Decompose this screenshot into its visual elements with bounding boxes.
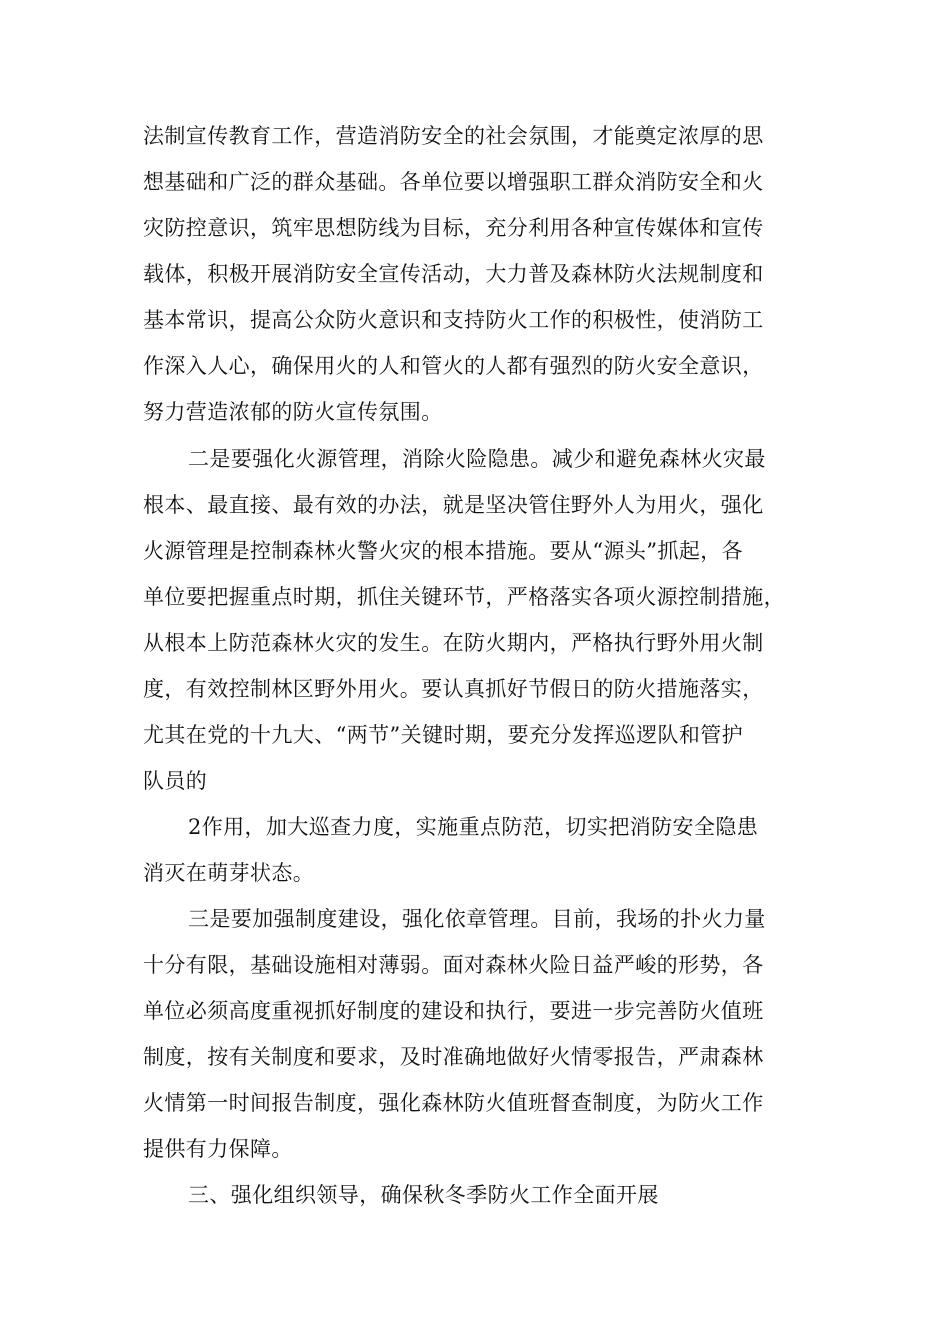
text-line: 努力营造浓郁的防火宣传氛围。	[143, 400, 443, 424]
text-line: 灾防控意识，筑牢思想防线为目标，充分利用各种宣传媒体和宣传	[143, 216, 764, 240]
text-line: 队员的	[143, 769, 208, 793]
text-line: 火源管理是控制森林火警火灾的根本措施。要从“源头”抓起，各	[143, 539, 744, 563]
text-line: 根本、最直接、最有效的办法，就是坚决管住野外人为用火，强化	[143, 493, 764, 517]
paragraph-start-line: 二是要强化火源管理，消除火险隐患。减少和避免森林火灾最	[188, 447, 766, 471]
text-line: 火情第一时间报告制度，强化森林防火值班督查制度，为防火工作	[143, 1091, 764, 1115]
text-line: 想基础和广泛的群众基础。各单位要以增强职工群众消防安全和火	[143, 170, 764, 194]
text-line: 消灭在萌芽状态。	[143, 861, 315, 885]
section-heading: 三、强化组织领导，确保秋冬季防火工作全面开展	[188, 1183, 659, 1207]
text-line: 尤其在党的十九大、“两节”关键时期，要充分发挥巡逻队和管护	[143, 723, 744, 747]
text-line: 十分有限，基础设施相对薄弱。面对森林火险日益严峻的形势，各	[143, 953, 764, 977]
text-line: 法制宣传教育工作，营造消防安全的社会氛围，才能奠定浓厚的思	[143, 124, 764, 148]
paragraph-start-line: 2作用，加大巡查力度，实施重点防范，切实把消防安全隐患	[188, 815, 759, 839]
text-line: 单位要把握重点时期，抓住关键环节，严格落实各项火源控制措施，	[143, 585, 785, 609]
text-line: 制度，按有关制度和要求，及时准确地做好火情零报告，严肃森林	[143, 1045, 764, 1069]
text-line: 单位必须高度重视抓好制度的建设和执行，要进一步完善防火值班	[143, 999, 764, 1023]
text-line: 提供有力保障。	[143, 1137, 293, 1161]
text-line: 基本常识，提高公众防火意识和支持防火工作的积极性，使消防工	[143, 308, 764, 332]
text-line: 作深入人心，确保用火的人和管火的人都有强烈的防火安全意识，	[143, 354, 764, 378]
text-line: 度，有效控制林区野外用火。要认真抓好节假日的防火措施落实，	[143, 677, 764, 701]
text-line: 载体，积极开展消防安全宣传活动，大力普及森林防火法规制度和	[143, 262, 764, 286]
text-line: 从根本上防范森林火灾的发生。在防火期内，严格执行野外用火制	[143, 631, 764, 655]
paragraph-start-line: 三是要加强制度建设，强化依章管理。目前，我场的扑火力量	[188, 907, 766, 931]
